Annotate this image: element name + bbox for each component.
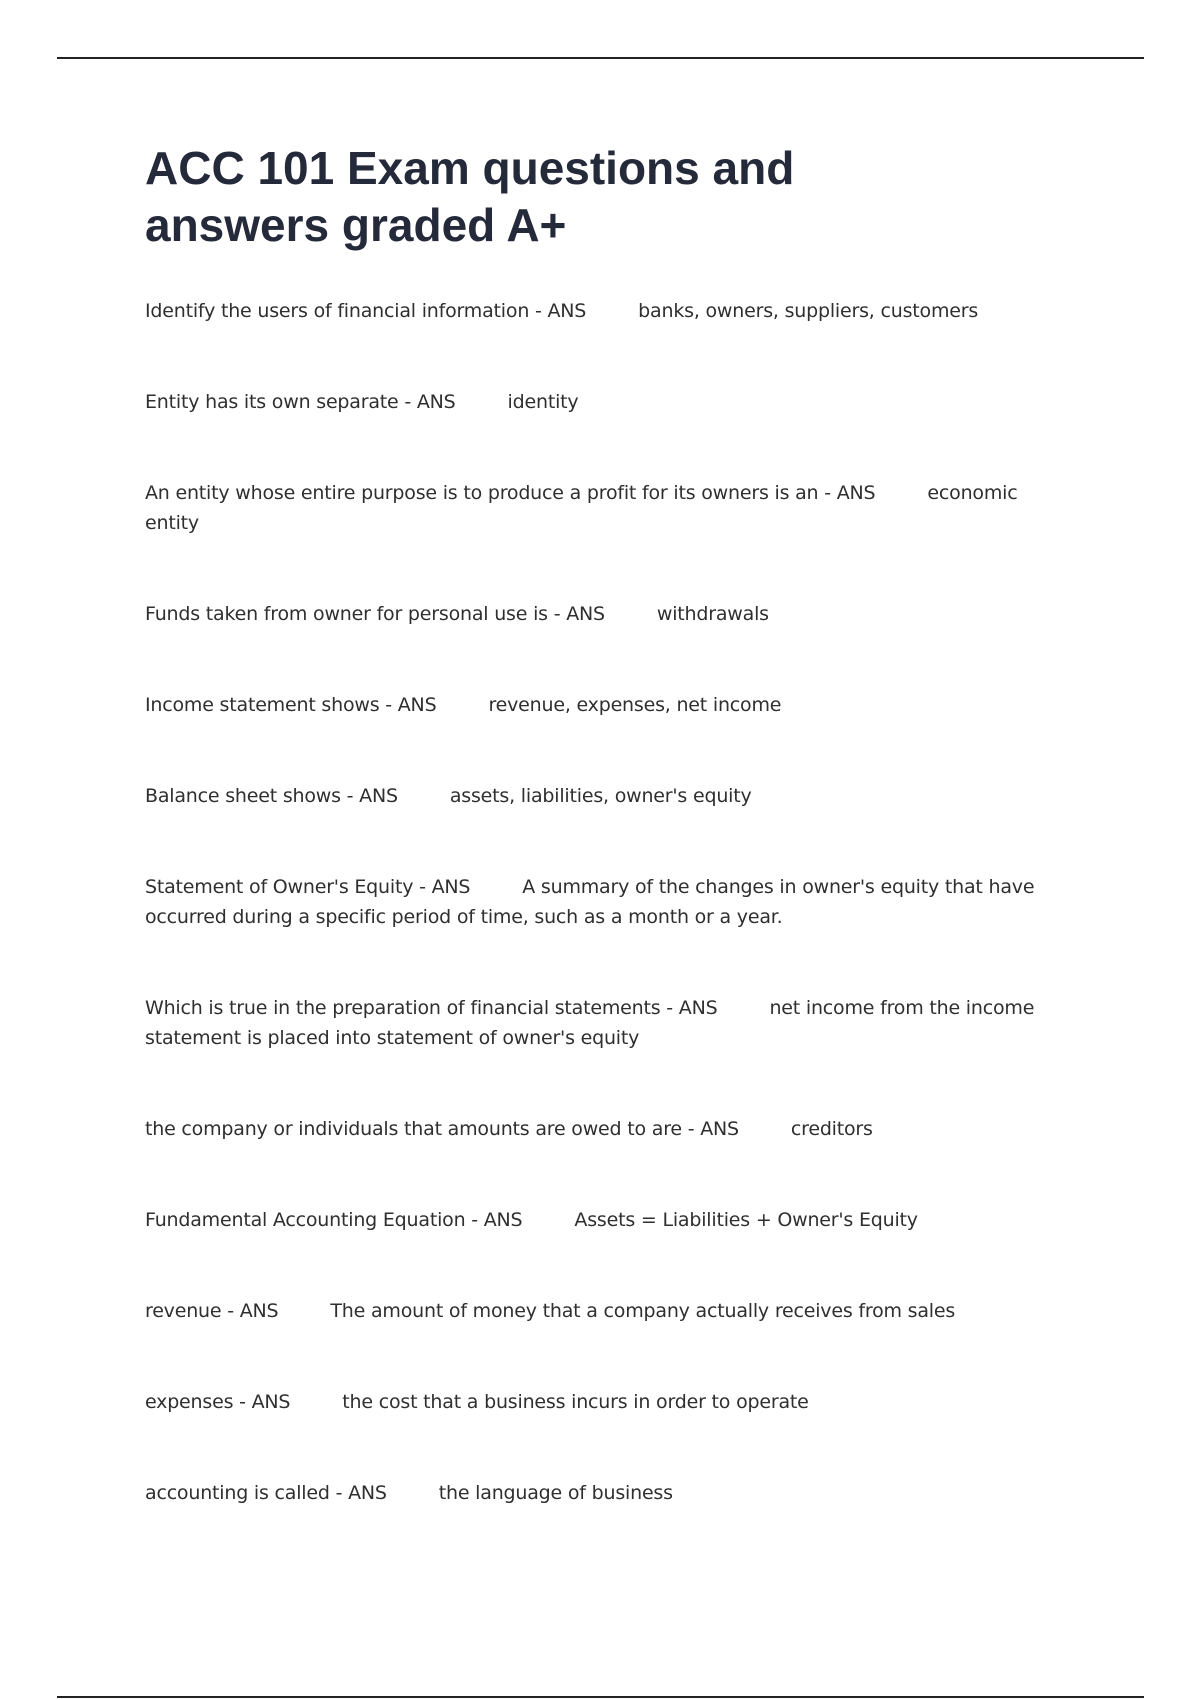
question: accounting is called - ANS: [145, 1482, 387, 1504]
qa-item: [145, 781, 1075, 811]
qa-item: [145, 690, 1075, 720]
answer: revenue, expenses, net income: [488, 694, 782, 716]
answer: the language of business: [438, 1482, 673, 1504]
question: Fundamental Accounting Equation - ANS: [145, 1209, 523, 1231]
question: Income statement shows - ANS: [145, 694, 437, 716]
answer: banks, owners, suppliers, customers: [638, 300, 979, 322]
answer: withdrawals: [656, 603, 769, 625]
bottom-rule: [57, 1696, 1144, 1698]
answer: A summary of the changes in owner's equity that have occurred during a specific period of time, such as a month or a year.: [145, 876, 1035, 928]
question: Funds taken from owner for personal use is - ANS: [145, 603, 605, 625]
qa-item: [145, 1296, 1075, 1326]
answer: the cost that a business incurs in order to operate: [342, 1391, 809, 1413]
qa-list: [145, 296, 1075, 1508]
question: Balance sheet shows - ANS: [145, 785, 398, 807]
document-body: [145, 140, 1075, 1569]
answer: identity: [507, 391, 579, 413]
question: Which is true in the preparation of financial statements - ANS: [145, 997, 718, 1019]
question: expenses - ANS: [145, 1391, 291, 1413]
answer: economic entity: [145, 482, 1018, 534]
document-title: ACC 101 Exam questions and answers graded A+: [145, 142, 795, 251]
qa-item: [145, 387, 1075, 417]
qa-item: [145, 296, 1075, 326]
qa-item: [145, 1205, 1075, 1235]
answer: assets, liabilities, owner's equity: [449, 785, 752, 807]
qa-item: [145, 1478, 1075, 1508]
answer: creditors: [790, 1118, 873, 1140]
question: Entity has its own separate - ANS: [145, 391, 456, 413]
answer: The amount of money that a company actually receives from sales: [330, 1300, 956, 1322]
question: Identify the users of financial information - ANS: [145, 300, 587, 322]
qa-item: [145, 993, 1075, 1053]
qa-item: [145, 478, 1075, 538]
top-rule: [57, 57, 1144, 59]
qa-item: [145, 1387, 1075, 1417]
question: revenue - ANS: [145, 1300, 279, 1322]
qa-item: [145, 1114, 1075, 1144]
question: Statement of Owner's Equity - ANS: [145, 876, 471, 898]
answer: Assets = Liabilities + Owner's Equity: [574, 1209, 918, 1231]
question: An entity whose entire purpose is to produce a profit for its owners is an - ANS: [145, 482, 876, 504]
qa-item: [145, 872, 1075, 932]
question: the company or individuals that amounts are owed to are - ANS: [145, 1118, 739, 1140]
answer: net income from the income statement is placed into statement of owner's equity: [145, 997, 1035, 1049]
qa-item: [145, 599, 1075, 629]
